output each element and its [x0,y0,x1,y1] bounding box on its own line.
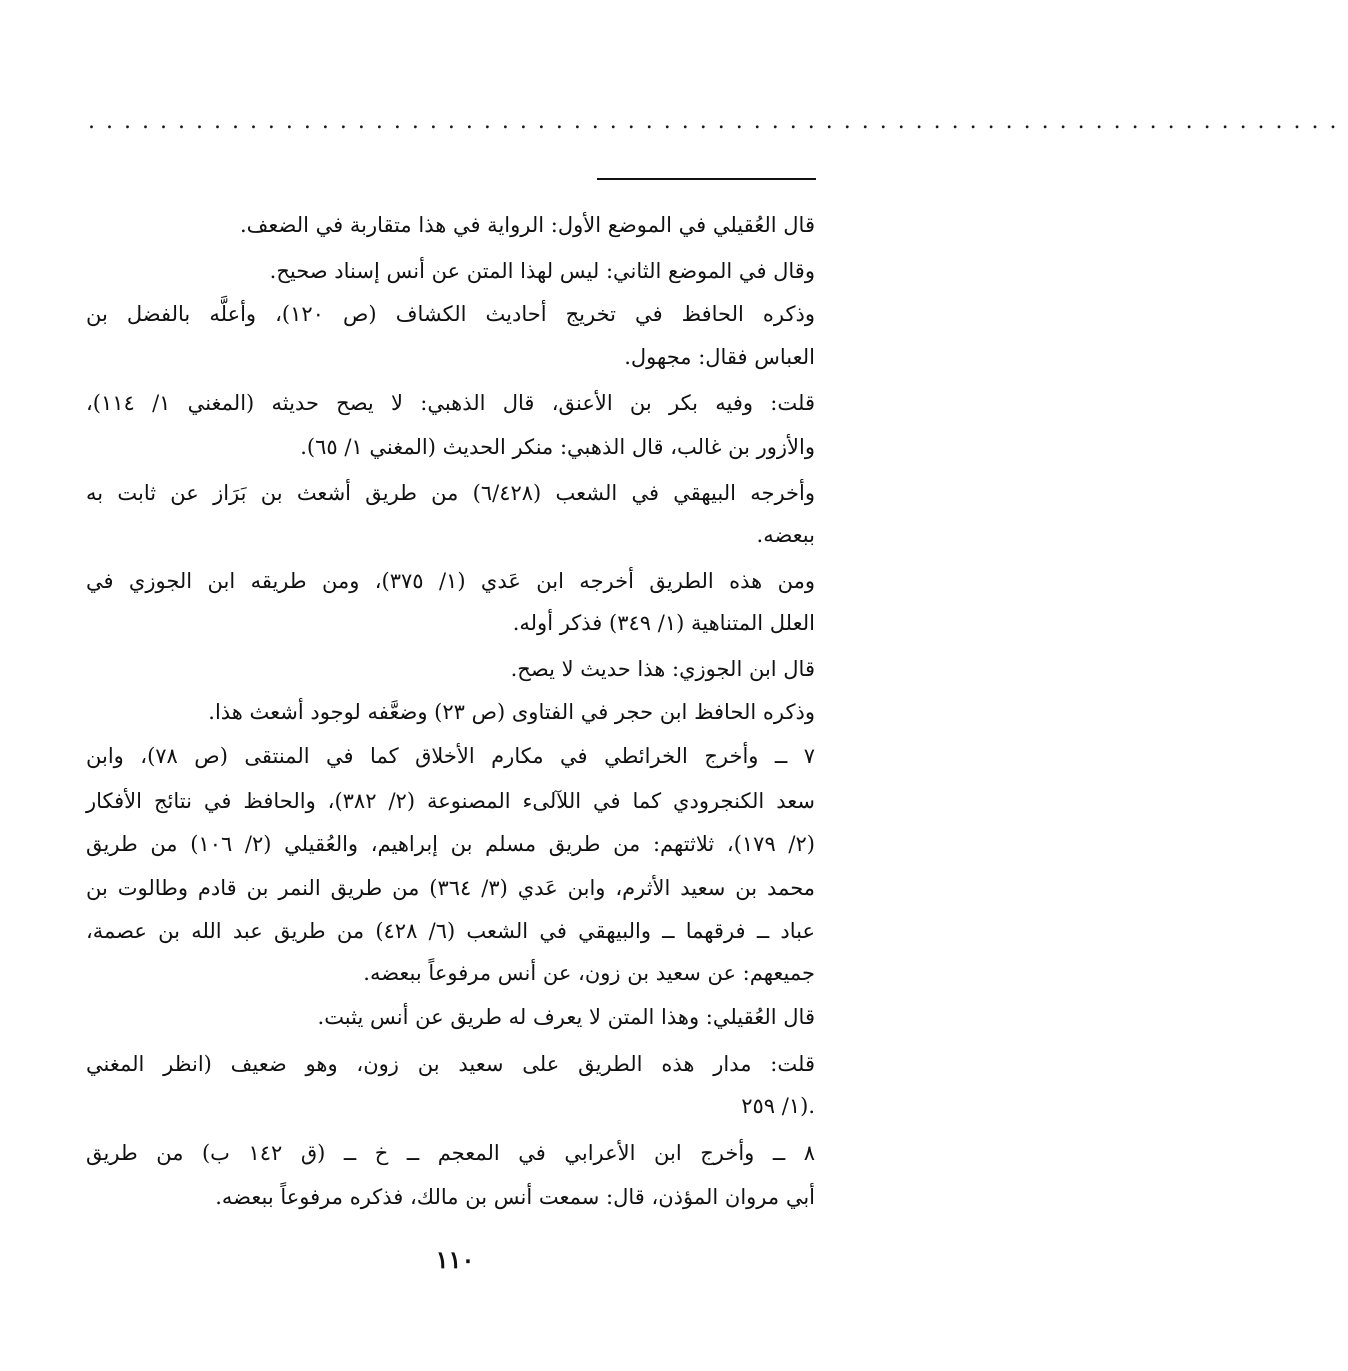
dotted-separator: ...................................................................... [88,109,1348,134]
text-line: أبي مروان المؤذن، قال: سمعت أنس بن مالك، فذكره مرفوعاً ببعضه. [215,1185,815,1209]
text-line: ٧ ــ وأخرج الخرائطي في مكارم الأخلاق كما في المنتقى (ص ٧٨)، وابن [86,744,816,768]
text-line: قال العُقيلي في الموضع الأول: الرواية في هذا متقاربة في الضعف. [239,213,815,237]
text-line: عباد ــ فرقهما ــ والبيهقي في الشعب (٦/ ٤٢٨) من طريق عبد الله بن عصمة، [86,919,815,943]
text-line: العباس فقال: مجهول. [624,345,815,369]
footnote-rule [597,178,816,180]
text-line: ٨ ــ وأخرج ابن الأعرابي في المعجم ــ خ ــ (ق ١٤٢ ب) من طريق [86,1141,815,1165]
text-line: وأخرجه البيهقي في الشعب (٦/٤٢٨) من طريق أشعث بن بَرَاز عن ثابت به [86,481,815,505]
text-line: ومن هذه الطريق أخرجه ابن عَدي (١/ ٣٧٥)، ومن طريقه ابن الجوزي في [86,569,815,593]
text-line: قلت: مدار هذه الطريق على سعيد بن زون، وهو ضعيف (انظر المغني [86,1052,815,1076]
text-line: والأزور بن غالب، قال الذهبي: منكر الحديث (المغني ١/ ٦٥). [300,435,815,459]
text-line: قال ابن الجوزي: هذا حديث لا يصح. [510,657,815,681]
text-line: جميعهم: عن سعيد بن زون، عن أنس مرفوعاً ببعضه. [363,961,815,985]
text-line: (٢/ ١٧٩)، ثلاثتهم: من طريق مسلم بن إبراهيم، والعُقيلي (٢/ ١٠٦) من طريق [86,832,815,856]
text-line: سعد الكنجرودي كما في اللآلىء المصنوعة (٢/ ٣٨٢)، والحافظ في نتائج الأفكار [86,789,815,813]
text-line: العلل المتناهية (١/ ٣٤٩) فذكر أوله. [512,611,815,635]
text-line: وذكره الحافظ ابن حجر في الفتاوى (ص ٢٣) وضعَّفه لوجود أشعث هذا. [208,700,815,724]
text-line: وذكره الحافظ في تخريج أحاديث الكشاف (ص ١٢٠)، وأعلَّه بالفضل بن [86,302,815,326]
text-line: وقال في الموضع الثاني: ليس لهذا المتن عن أنس إسناد صحيح. [269,259,815,283]
page-number: ١١٠ [435,1245,475,1274]
text-line: ١/ ٢٥٩). [741,1094,815,1118]
text-line: ببعضه. [756,523,815,547]
text-line: محمد بن سعيد الأثرم، وابن عَدي (٣/ ٣٦٤) من طريق النمر بن قادم وطالوت بن [86,876,815,900]
text-line: قلت: وفيه بكر بن الأعنق، قال الذهبي: لا يصح حديثه (المغني ١/ ١١٤)، [86,391,815,415]
text-line: قال العُقيلي: وهذا المتن لا يعرف له طريق عن أنس يثبت. [317,1005,815,1029]
